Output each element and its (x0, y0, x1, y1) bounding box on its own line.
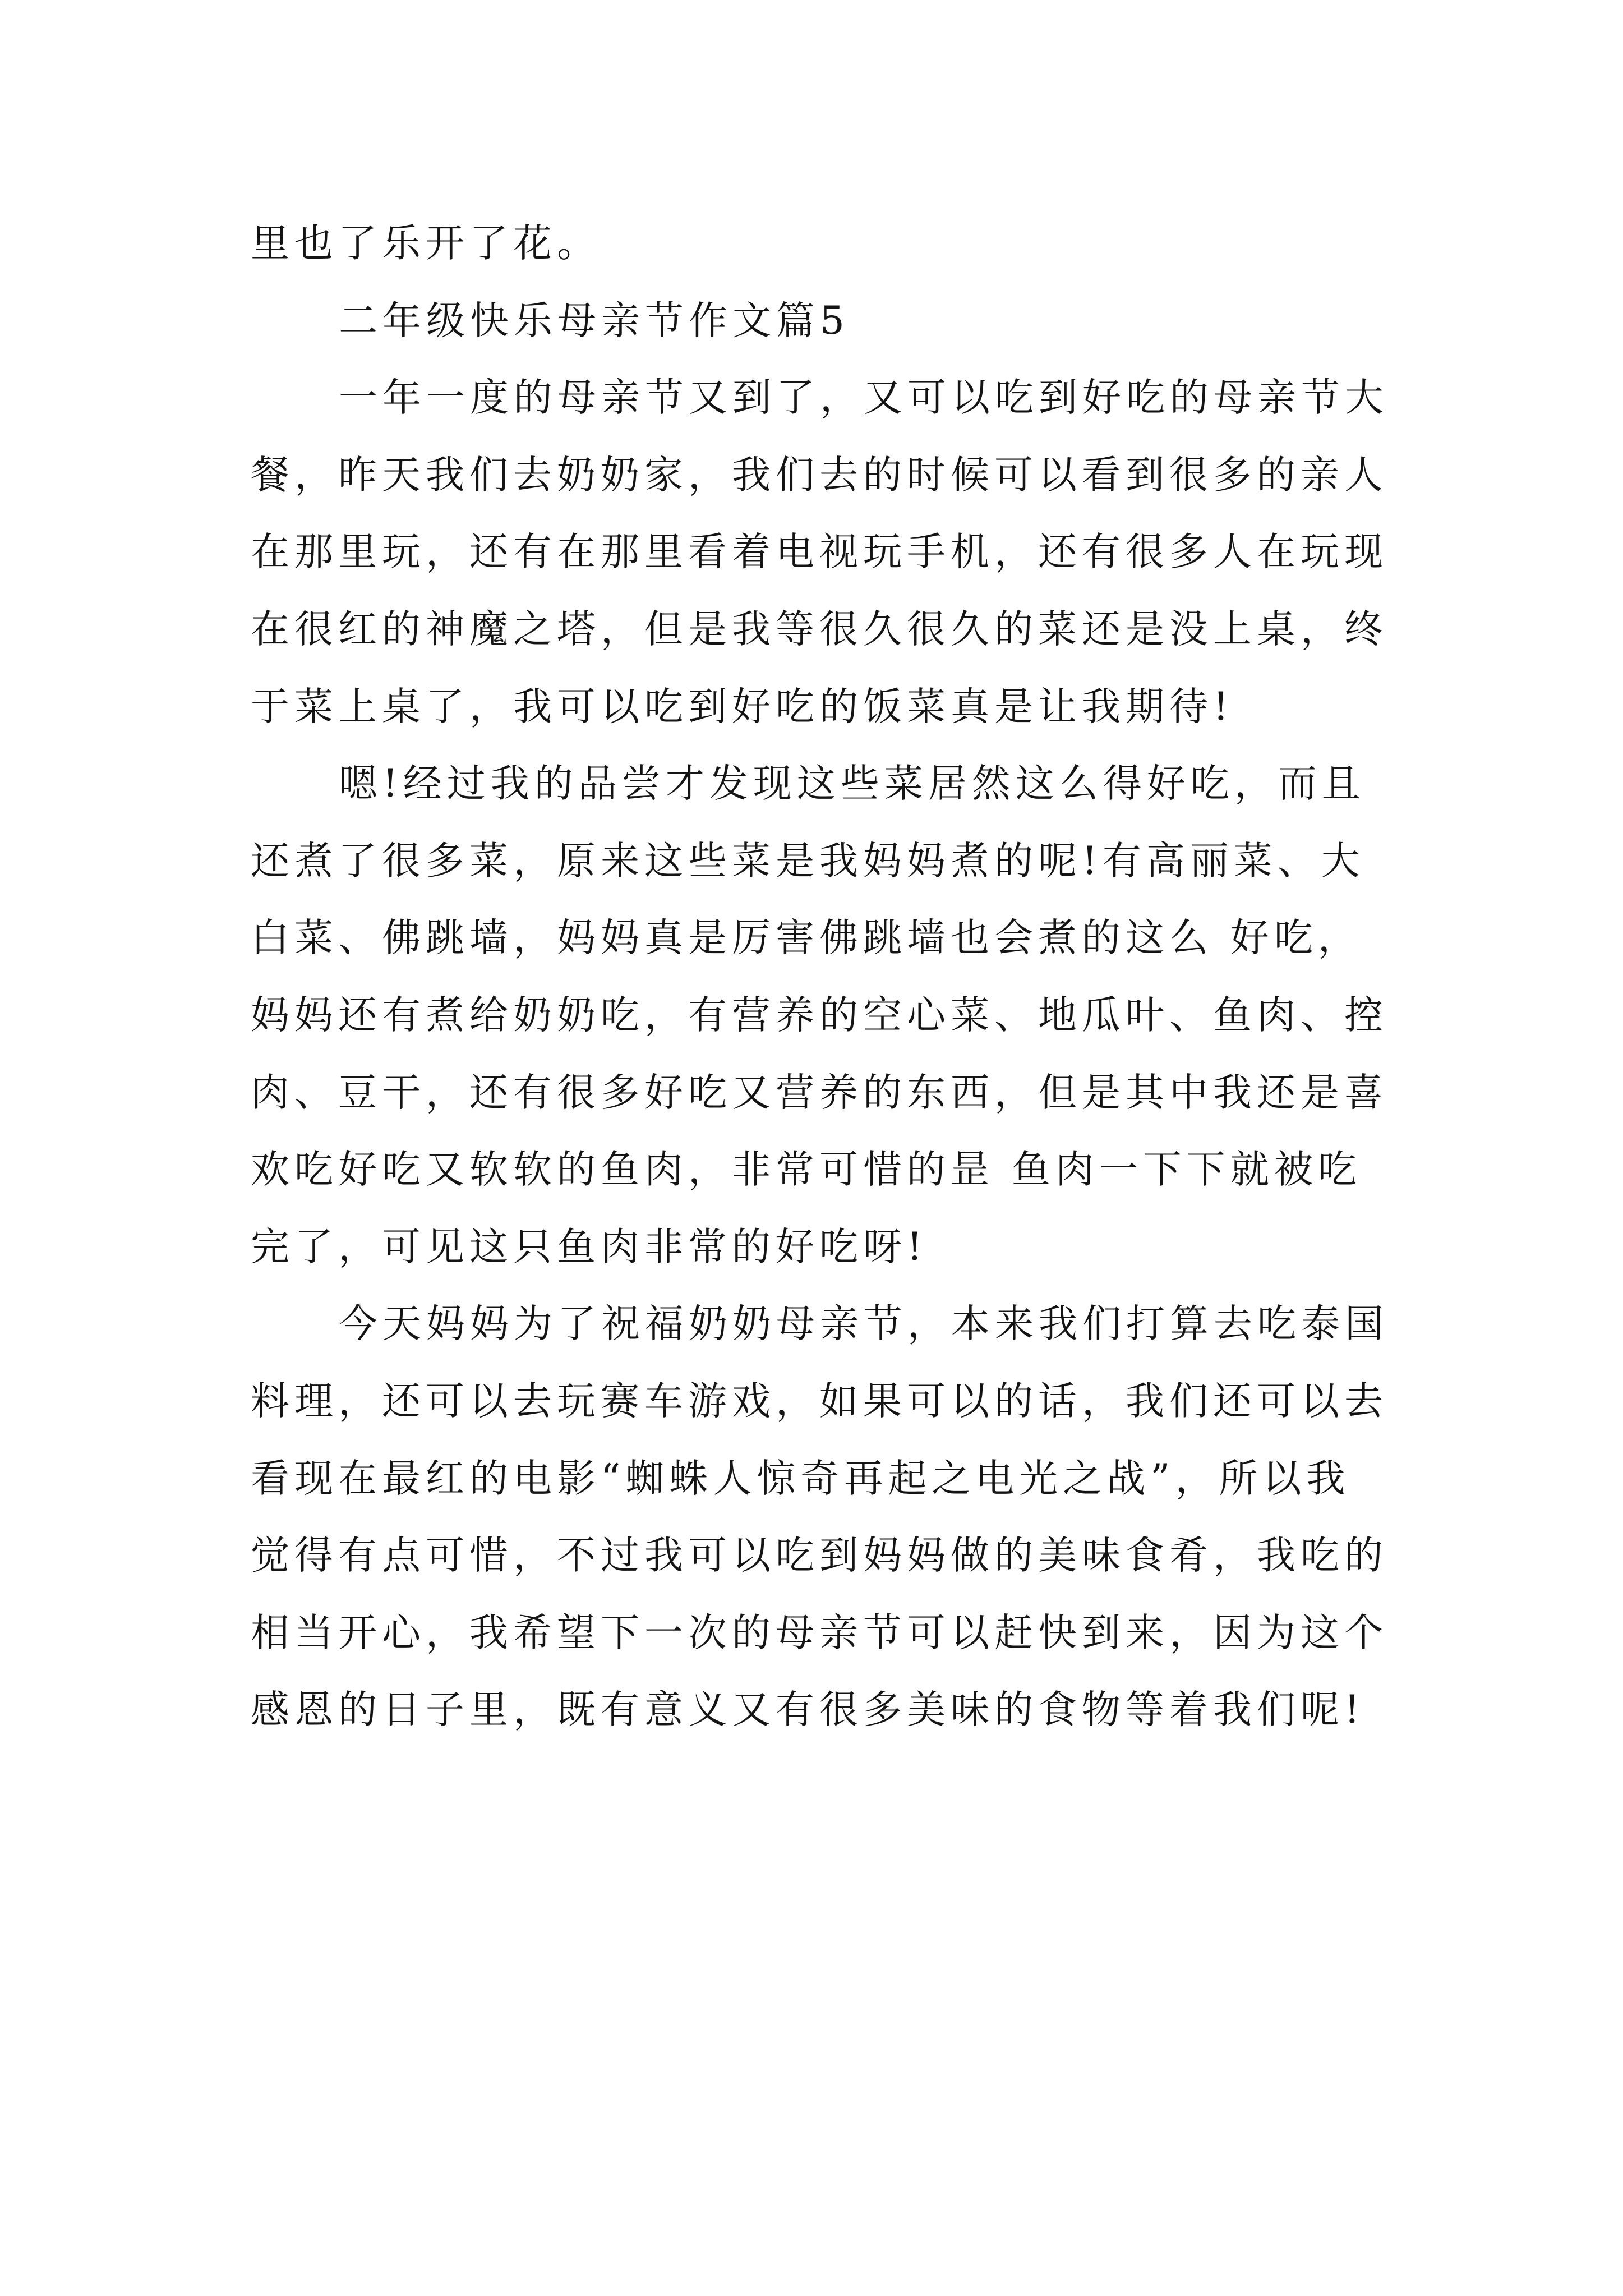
paragraph (251, 1286, 1456, 1749)
text-line: 嗯!经过我的品尝才发现这些菜居然这么得好吃，而且 (339, 761, 1366, 807)
text-line: 欢吃好吃又软软的鱼肉，非常可惜的昰 鱼肉一下下就被吃 (251, 1147, 1362, 1193)
text-line: 一年一度的母亲节又到了，又可以吃到好吃的母亲节大 (339, 375, 1389, 421)
text-line: 白菜、佛跳墙，妈妈真是厉害佛跳墙也会煮的这么 好吃， (251, 915, 1362, 961)
text-line: 于菜上桌了，我可以吃到好吃的饭菜真是让我期待! (251, 684, 1234, 729)
paragraph-continued (251, 205, 1456, 283)
paragraph (251, 746, 1456, 1286)
text-line: 餐，昨天我们去奶奶家，我们去的时候可以看到很多的亲人 (251, 452, 1388, 498)
text-line: 还煮了很多菜，原来这些菜是我妈妈煮的呢!有高丽菜、大 (251, 838, 1365, 884)
text-line: 在那里玩，还有在那里看着电视玩手机，还有很多人在玩现 (251, 530, 1388, 575)
paragraph (251, 360, 1456, 746)
text-line: 今天妈妈为了祝福奶奶母亲节，本来我们打算去吃泰国 (339, 1301, 1389, 1347)
text-line: 里也了乐开了花。 (251, 221, 601, 266)
text-line: 肉、豆干，还有很多好吃又营养的东西，但是其中我还是喜 (251, 1070, 1388, 1115)
text-line: 料理，还可以去玩赛车游戏，如果可以的话，我们还可以去 (251, 1378, 1388, 1424)
text-line: 完了，可见这只鱼肉非常的好吃呀! (251, 1224, 928, 1269)
text-line: 在很红的神魔之塔，但是我等很久很久的菜还是没上桌，终 (251, 606, 1388, 652)
text-line: 觉得有点可惜，不过我可以吃到妈妈做的美味食肴，我吃的 (251, 1533, 1388, 1579)
text-line: 看现在最红的电影“蜘蛛人惊奇再起之电光之战”，所以我 (251, 1456, 1350, 1501)
section-heading (251, 283, 1456, 360)
document-body (251, 205, 1456, 1749)
text-line: 妈妈还有煮给奶奶吃，有营养的空心菜、地瓜叶、鱼肉、控 (251, 992, 1388, 1038)
text-line: 相当开心，我希望下一次的母亲节可以赶快到来，因为这个 (251, 1610, 1388, 1655)
heading-line: 二年级快乐母亲节作文篇5 (339, 298, 850, 343)
text-line: 感恩的日子里，既有意义又有很多美味的食物等着我们呢! (251, 1687, 1365, 1733)
